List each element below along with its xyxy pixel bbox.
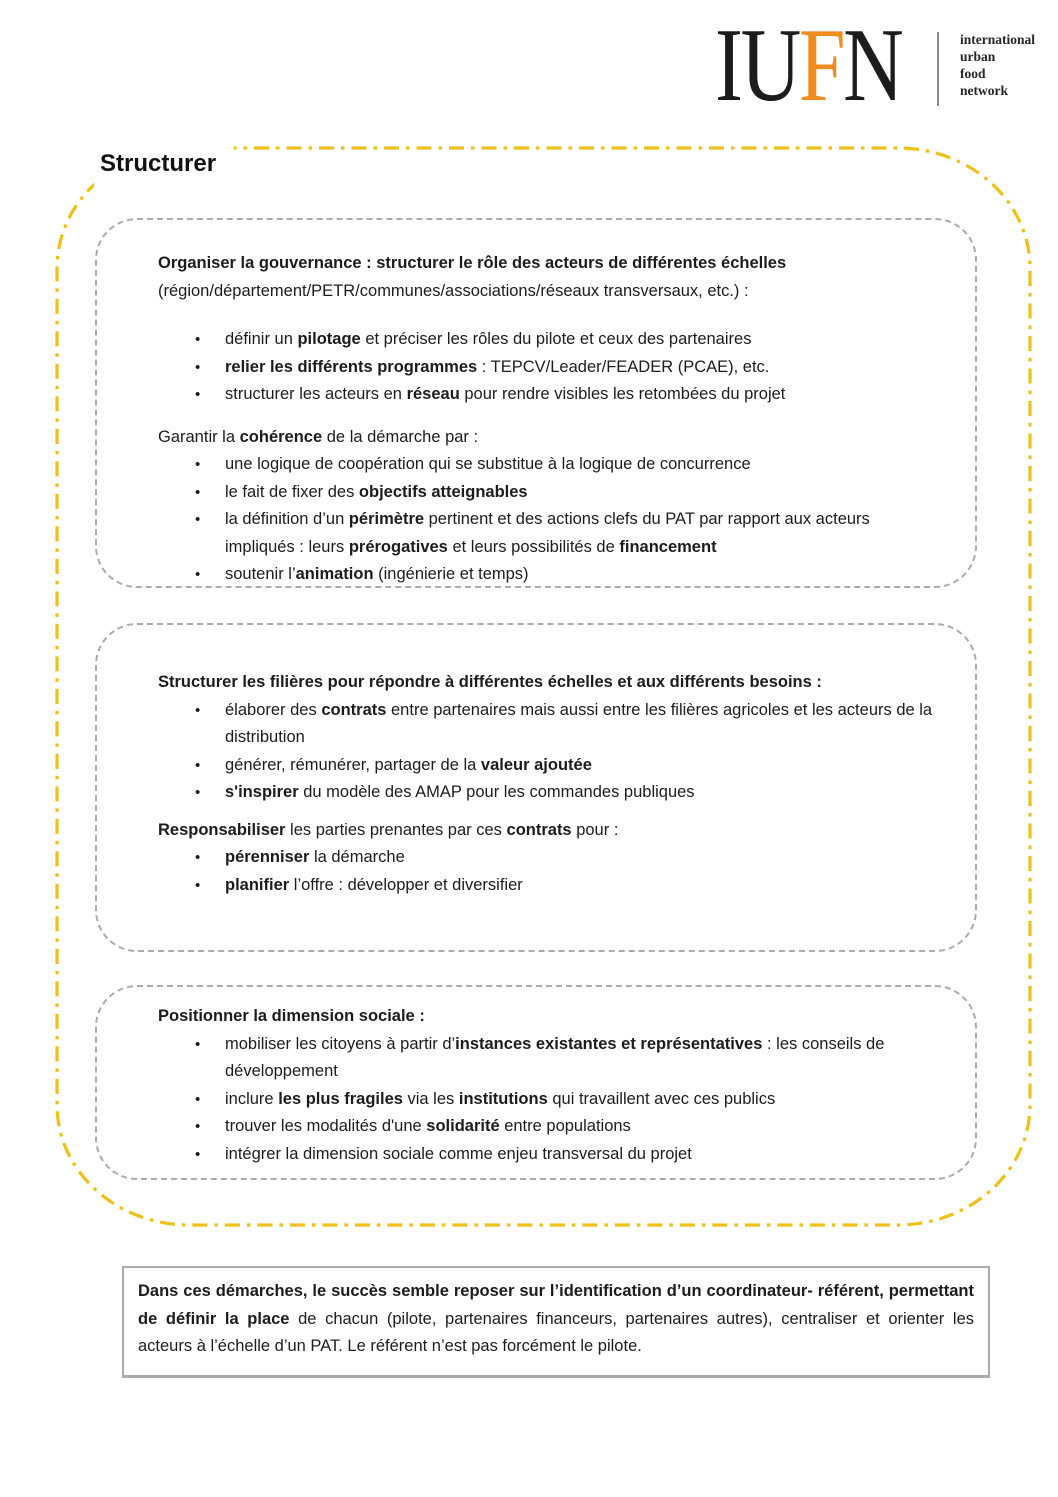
bullet-icon [195, 326, 225, 354]
bullet-item [195, 381, 939, 409]
bullet-text: soutenir l’animation (ingénierie et temps) [225, 565, 529, 583]
box-gouvernance [95, 218, 977, 588]
logo-divider [937, 32, 939, 106]
bullet-item [195, 354, 939, 382]
logo-letter-f: F [798, 6, 844, 123]
tagline-line: network [960, 83, 1008, 98]
bullet-item [195, 1086, 939, 1114]
section-subheading: Garantir la cohérence de la démarche par : [158, 427, 479, 446]
bullet-text: mobiliser les citoyens à partir d’instances existantes et représentatives : les conseils de développement [225, 1034, 885, 1080]
bullet-text: une logique de coopération qui se substitue à la logique de concurrence [225, 455, 751, 473]
bullet-text: trouver les modalités d'une solidarité entre populations [225, 1117, 631, 1135]
bullet-item [195, 506, 939, 561]
bullet-icon [195, 1031, 225, 1086]
logo-tagline [960, 31, 1035, 99]
bullet-icon [195, 506, 225, 561]
bullet-icon [195, 451, 225, 479]
section-heading-cont: (région/département/PETR/communes/associations/réseaux transversaux, etc.) : [158, 281, 749, 300]
tagline-line: urban [960, 49, 996, 64]
bullet-icon [195, 1141, 225, 1169]
box-dimension-sociale [95, 985, 977, 1180]
bullet-icon [195, 561, 225, 589]
bullet-item [195, 752, 939, 780]
bullet-icon [195, 1113, 225, 1141]
bullet-text: définir un pilotage et préciser les rôles du pilote et ceux des partenaires [225, 330, 752, 348]
bullet-text: planifier l’offre : développer et diversifier [225, 875, 523, 894]
bullet-icon [195, 1086, 225, 1114]
box-dimension-sociale-content [97, 987, 975, 1168]
bullet-item [195, 561, 939, 589]
bullet-text: élaborer des contrats entre partenaires mais aussi entre les filières agricoles et les acteurs de la distribution [225, 700, 933, 746]
bullet-icon [195, 354, 225, 382]
bullet-icon [195, 479, 225, 507]
bullet-item [195, 779, 939, 807]
bullet-item [195, 697, 939, 752]
logo-letters-iu: IU [715, 6, 799, 123]
logo-letters-n: N [843, 6, 902, 123]
bullet-item [195, 326, 939, 354]
bullet-item [195, 1141, 939, 1169]
tagline-line: international [960, 32, 1036, 47]
bullet-icon [195, 844, 225, 872]
iufn-logo-wordmark [715, 6, 902, 123]
bullet-text: intégrer la dimension sociale comme enjeu transversal du projet [225, 1144, 692, 1163]
section-heading: Positionner la dimension sociale : [158, 1007, 425, 1025]
bullet-text: relier les différents programmes : TEPCV/Leader/FEADER (PCAE), etc. [225, 357, 770, 376]
bullet-text: pérenniser la démarche [225, 848, 405, 866]
note-text: Dans ces démarches, le succès semble reposer sur l’identification d’un coordinateur- référent, permettant de définir la place de chacun (pilote, partenaires financeurs, partenaires autres), centraliser et orienter les acteurs à l’échelle d’un PAT. Le référent n’est pas forcément le pilote. [138, 1282, 974, 1355]
bullet-text: le fait de fixer des objectifs atteignables [225, 482, 528, 501]
section-heading: Structurer les filières pour répondre à différentes échelles et aux différents besoins : [158, 673, 822, 691]
bullet-item [195, 479, 939, 507]
box-gouvernance-content [97, 220, 975, 589]
note-box [122, 1266, 990, 1378]
section-heading: Organiser la gouvernance : structurer le rôle des acteurs de différentes échelles [158, 254, 787, 272]
tagline-line: food [960, 66, 986, 81]
bullet-item [195, 451, 939, 479]
bullet-item [195, 1113, 939, 1141]
box-filieres [95, 623, 977, 952]
section-subheading: Responsabiliser les parties prenantes par ces contrats pour : [158, 820, 619, 839]
bullet-item [195, 844, 939, 872]
box-filieres-content [97, 625, 975, 899]
iufn-logo [715, 6, 1036, 123]
bullet-icon [195, 697, 225, 752]
bullet-icon [195, 381, 225, 409]
bullet-icon [195, 779, 225, 807]
bullet-text: générer, rémunérer, partager de la valeur ajoutée [225, 755, 592, 774]
bullet-icon [195, 752, 225, 780]
bullet-text: s'inspirer du modèle des AMAP pour les commandes publiques [225, 783, 695, 801]
bullet-item [195, 872, 939, 900]
bullet-item [195, 1031, 939, 1086]
bullet-icon [195, 872, 225, 900]
bullet-text: la définition d’un périmètre pertinent et des actions clefs du PAT par rapport aux acteurs impliqués : leurs prérogatives et leurs possibilités de financement [225, 510, 870, 556]
bullet-text: structurer les acteurs en réseau pour rendre visibles les retombées du projet [225, 385, 786, 403]
bullet-text: inclure les plus fragiles via les institutions qui travaillent avec ces publics [225, 1089, 776, 1108]
page-title: Structurer [100, 150, 217, 177]
